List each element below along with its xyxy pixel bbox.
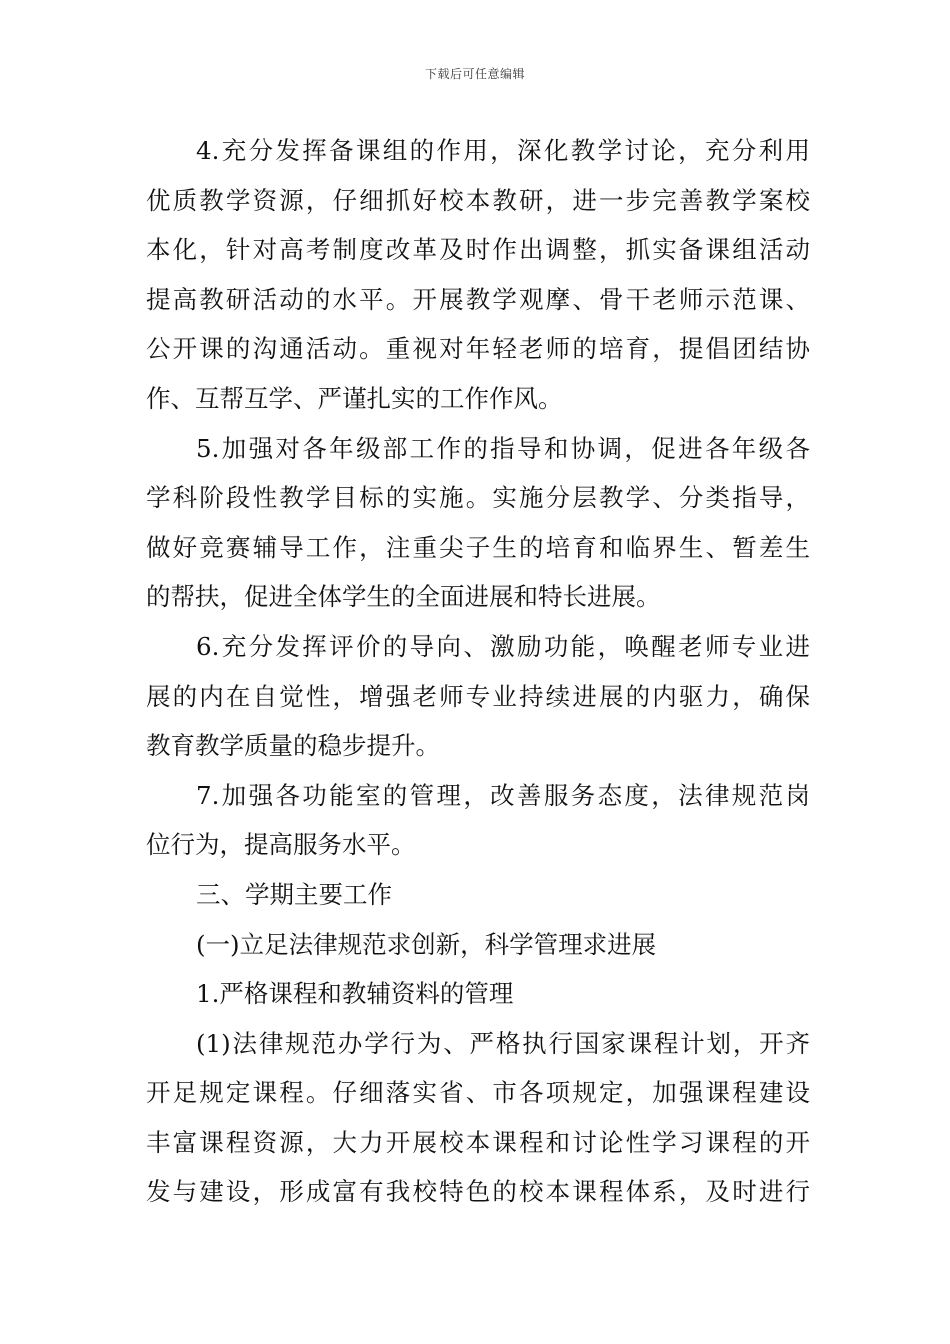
text-line: 本化，针对高考制度改革及时作出调整，抓实备课组活动 (146, 235, 810, 265)
text-line: 的帮扶，促进全体学生的全面进展和特长进展。 (146, 582, 661, 612)
page-header: 下载后可任意编辑 (424, 67, 525, 81)
text-line: 开足规定课程。仔细落实省、市各项规定，加强课程建设 (146, 1078, 810, 1108)
text-line: 5.加强对各年级部工作的指导和协调，促进各年级各 (196, 433, 810, 463)
text-line: 作、互帮互学、严谨扎实的工作作风。 (146, 383, 563, 413)
text-line: 丰富课程资源，大力开展校本课程和讨论性学习课程的开 (146, 1127, 810, 1157)
text-line: 学科阶段性教学目标的实施。实施分层教学、分类指导， (146, 483, 810, 513)
text-line: 4.充分发挥备课组的作用，深化教学讨论，充分利用 (196, 136, 810, 165)
text-line: 展的内在自觉性，增强老师专业持续进展的内驱力，确保 (146, 681, 810, 711)
text-line: 提高教研活动的水平。开展教学观摩、骨干老师示范课、 (146, 284, 810, 314)
text-line: 优质教学资源，仔细抓好校本教研，进一步完善教学案校 (146, 185, 810, 215)
text-line: 公开课的沟通活动。重视对年轻老师的培育，提倡团结协 (146, 334, 810, 364)
text-line: 教育教学质量的稳步提升。 (146, 731, 440, 761)
text-line: 发与建设，形成富有我校特色的校本课程体系，及时进行 (146, 1177, 810, 1207)
text-line: 做好竞赛辅导工作，注重尖子生的培育和临界生、暂差生 (146, 532, 810, 562)
text-line: 1.严格课程和教辅资料的管理 (196, 979, 514, 1009)
text-line: 6.充分发挥评价的导向、激励功能，唤醒老师专业进 (196, 631, 810, 661)
text-line: (一)立足法律规范求创新，科学管理求进展 (196, 929, 657, 959)
text-line: 7.加强各功能室的管理，改善服务态度，法律规范岗 (196, 780, 810, 810)
text-line: 位行为，提高服务水平。 (146, 830, 416, 860)
document-body (146, 126, 810, 1217)
text-line: (1)法律规范办学行为、严格执行国家课程计划，开齐 (196, 1028, 810, 1058)
text-line: 三、学期主要工作 (196, 879, 392, 909)
